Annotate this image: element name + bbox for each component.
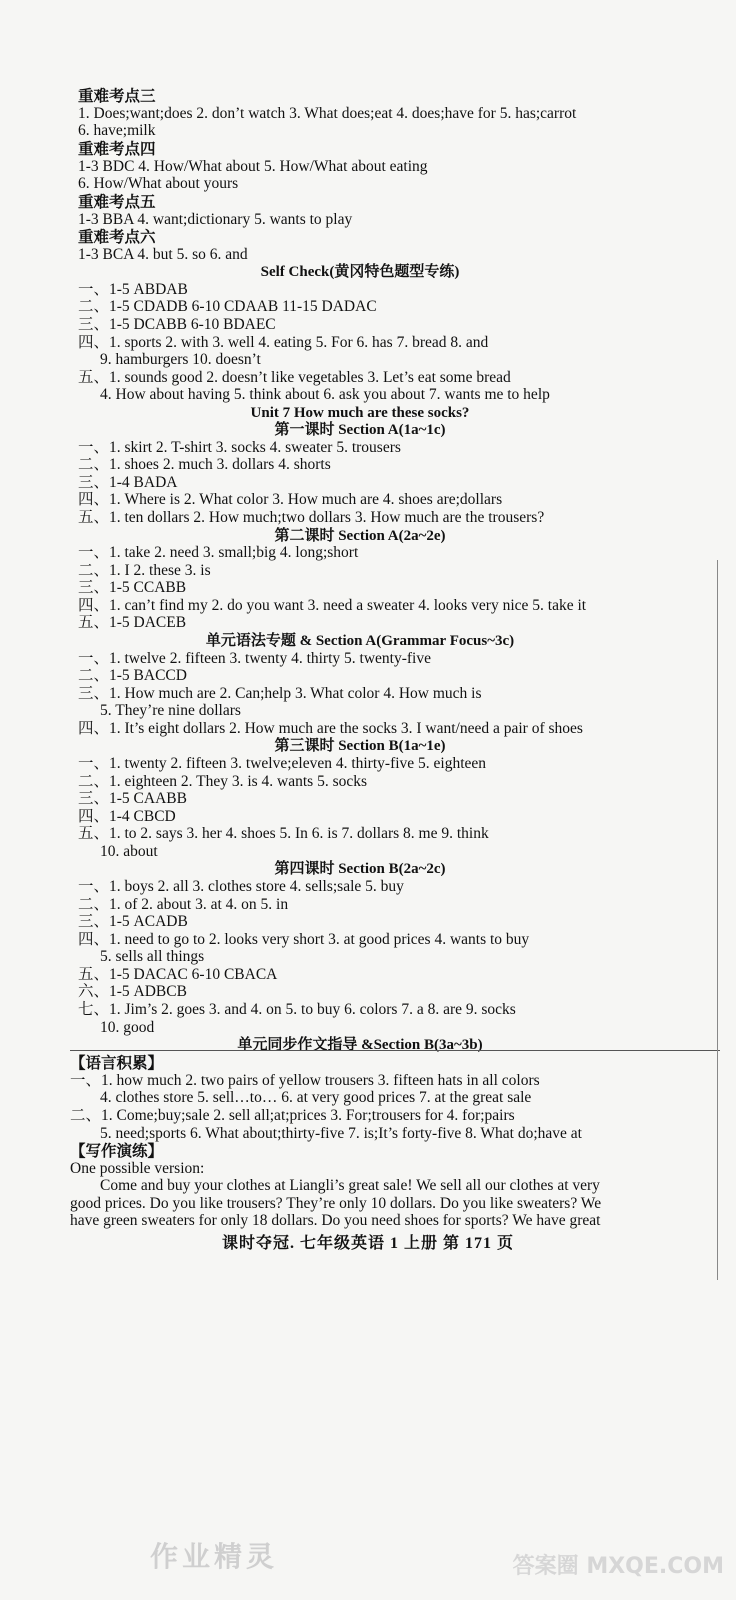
page-footer: 课时夺冠. 七年级英语 1 上册 第 171 页 xyxy=(221,1235,514,1252)
watermark-left: 作业精灵 xyxy=(150,1540,279,1573)
answer-line: 4. clothes store 5. sell…to… 6. at very good prices 7. at the great sale xyxy=(100,1089,532,1106)
answer-line: 三、1-5 DCABB 6-10 BDAEC xyxy=(78,316,276,333)
answer-line: Come and buy your clothes at Liangli’s great sale! We sell all our clothes at very xyxy=(100,1177,600,1194)
page-edge xyxy=(717,560,736,1280)
lesson-title: 单元语法专题 & Section A(Grammar Focus~3c) xyxy=(205,633,515,649)
answer-line: 二、1-5 BACCD xyxy=(78,667,187,684)
answer-line: 一、1. twenty 2. fifteen 3. twelve;eleven 4. thirty-five 5. eighteen xyxy=(78,755,487,772)
answer-line: 一、1. how much 2. two pairs of yellow trousers 3. fifteen hats in all colors xyxy=(70,1072,540,1089)
answer-line: 6. have;milk xyxy=(78,122,156,139)
answer-line: 二、1. Come;buy;sale 2. sell all;at;prices 3. For;trousers for 4. for;pairs xyxy=(70,1107,515,1124)
answer-line: good prices. Do you like trousers? They’re only 10 dollars. Do you like sweaters? We xyxy=(70,1195,602,1212)
answer-line: 五、1. to 2. says 3. her 4. shoes 5. In 6. is 7. dollars 8. me 9. think xyxy=(78,825,489,842)
answer-line: 二、1. shoes 2. much 3. dollars 4. shorts xyxy=(78,456,331,473)
lesson-title: Self Check(黄冈特色题型专练) xyxy=(260,264,460,280)
answer-line: 五、1-5 DACEB xyxy=(78,614,187,631)
answer-line: 三、1-4 BADA xyxy=(78,474,178,491)
answer-line: 四、1. It’s eight dollars 2. How much are the socks 3. I want/need a pair of shoes xyxy=(78,720,583,737)
section-heading: 重难考点六 xyxy=(78,228,156,246)
lesson-title: 单元同步作文指导 &Section B(3a~3b) xyxy=(237,1037,483,1053)
answer-line: 一、1. take 2. need 3. small;big 4. long;short xyxy=(78,544,359,561)
section-heading: 重难考点三 xyxy=(78,87,156,105)
answer-line: 五、1. sounds good 2. doesn’t like vegetables 3. Let’s eat some bread xyxy=(78,369,511,386)
section-heading: 【写作演练】 xyxy=(70,1142,164,1160)
lesson-title: 第四课时 Section B(2a~2c) xyxy=(274,861,446,877)
answer-line: 四、1-4 CBCD xyxy=(78,808,176,825)
answer-line: 5. They’re nine dollars xyxy=(100,702,241,719)
answer-line: 五、1-5 DACAC 6-10 CBACA xyxy=(78,966,278,983)
answer-line: 1-3 BBA 4. want;dictionary 5. wants to play xyxy=(78,211,353,228)
answer-line: 三、1-5 ACADB xyxy=(78,913,188,930)
lesson-title: 第二课时 Section A(2a~2e) xyxy=(274,528,446,544)
answer-line: 五、1. ten dollars 2. How much;two dollars 3. How much are the trousers? xyxy=(78,509,545,526)
answer-line: 三、1. How much are 2. Can;help 3. What color 4. How much is xyxy=(78,685,482,702)
answer-line: 一、1-5 ABDAB xyxy=(78,281,188,298)
section-heading: 重难考点五 xyxy=(78,193,156,211)
answer-line: 二、1. I 2. these 3. is xyxy=(78,562,211,579)
answer-line: 四、1. can’t find my 2. do you want 3. need a sweater 4. looks very nice 5. take it xyxy=(78,597,587,614)
divider-line xyxy=(70,1050,720,1051)
section-heading: 【语言积累】 xyxy=(70,1054,164,1072)
answer-line: 三、1-5 CCABB xyxy=(78,579,187,596)
answer-line: 二、1-5 CDADB 6-10 CDAAB 11-15 DADAC xyxy=(78,298,377,315)
answer-line: 9. hamburgers 10. doesn’t xyxy=(100,351,261,368)
answer-line: 六、1-5 ADBCB xyxy=(78,983,187,1000)
watermark-right: 答案圈 MXQE.COM xyxy=(512,1554,724,1579)
lesson-title: Unit 7 How much are these socks? xyxy=(250,405,470,421)
answer-line: 1-3 BDC 4. How/What about 5. How/What about eating xyxy=(78,158,428,175)
answer-line: 四、1. sports 2. with 3. well 4. eating 5. For 6. has 7. bread 8. and xyxy=(78,334,489,351)
lesson-title: 第一课时 Section A(1a~1c) xyxy=(274,422,446,438)
answer-line: 二、1. of 2. about 3. at 4. on 5. in xyxy=(78,896,289,913)
answer-line: 二、1. eighteen 2. They 3. is 4. wants 5. socks xyxy=(78,773,368,790)
answer-line: 一、1. skirt 2. T-shirt 3. socks 4. sweater 5. trousers xyxy=(78,439,401,456)
answer-line: 1-3 BCA 4. but 5. so 6. and xyxy=(78,246,248,263)
answer-line: 三、1-5 CAABB xyxy=(78,790,187,807)
answer-line: 四、1. Where is 2. What color 3. How much are 4. shoes are;dollars xyxy=(78,491,503,508)
answer-line: 1. Does;want;does 2. don’t watch 3. What does;eat 4. does;have for 5. has;carrot xyxy=(78,105,577,122)
answer-line: 七、1. Jim’s 2. goes 3. and 4. on 5. to buy 6. colors 7. a 8. are 9. socks xyxy=(78,1001,516,1018)
answer-line: 一、1. boys 2. all 3. clothes store 4. sells;sale 5. buy xyxy=(78,878,404,895)
answer-line: One possible version: xyxy=(70,1160,205,1177)
lesson-title: 第三课时 Section B(1a~1e) xyxy=(274,738,446,754)
answer-line: 10. good xyxy=(100,1019,155,1036)
answer-line: 四、1. need to go to 2. looks very short 3. at good prices 4. wants to buy xyxy=(78,931,530,948)
answer-line: 5. need;sports 6. What about;thirty-five 7. is;It’s forty-five 8. What do;have at xyxy=(100,1125,582,1142)
answer-line: 一、1. twelve 2. fifteen 3. twenty 4. thirty 5. twenty-five xyxy=(78,650,431,667)
answer-line: 5. sells all things xyxy=(100,948,205,965)
answer-line: 6. How/What about yours xyxy=(78,175,239,192)
answer-line: 10. about xyxy=(100,843,158,860)
answer-line: 4. How about having 5. think about 6. ask you about 7. wants me to help xyxy=(100,386,550,403)
section-heading: 重难考点四 xyxy=(78,140,156,158)
answer-line: have green sweaters for only 18 dollars. Do you need shoes for sports? We have great xyxy=(70,1212,601,1229)
